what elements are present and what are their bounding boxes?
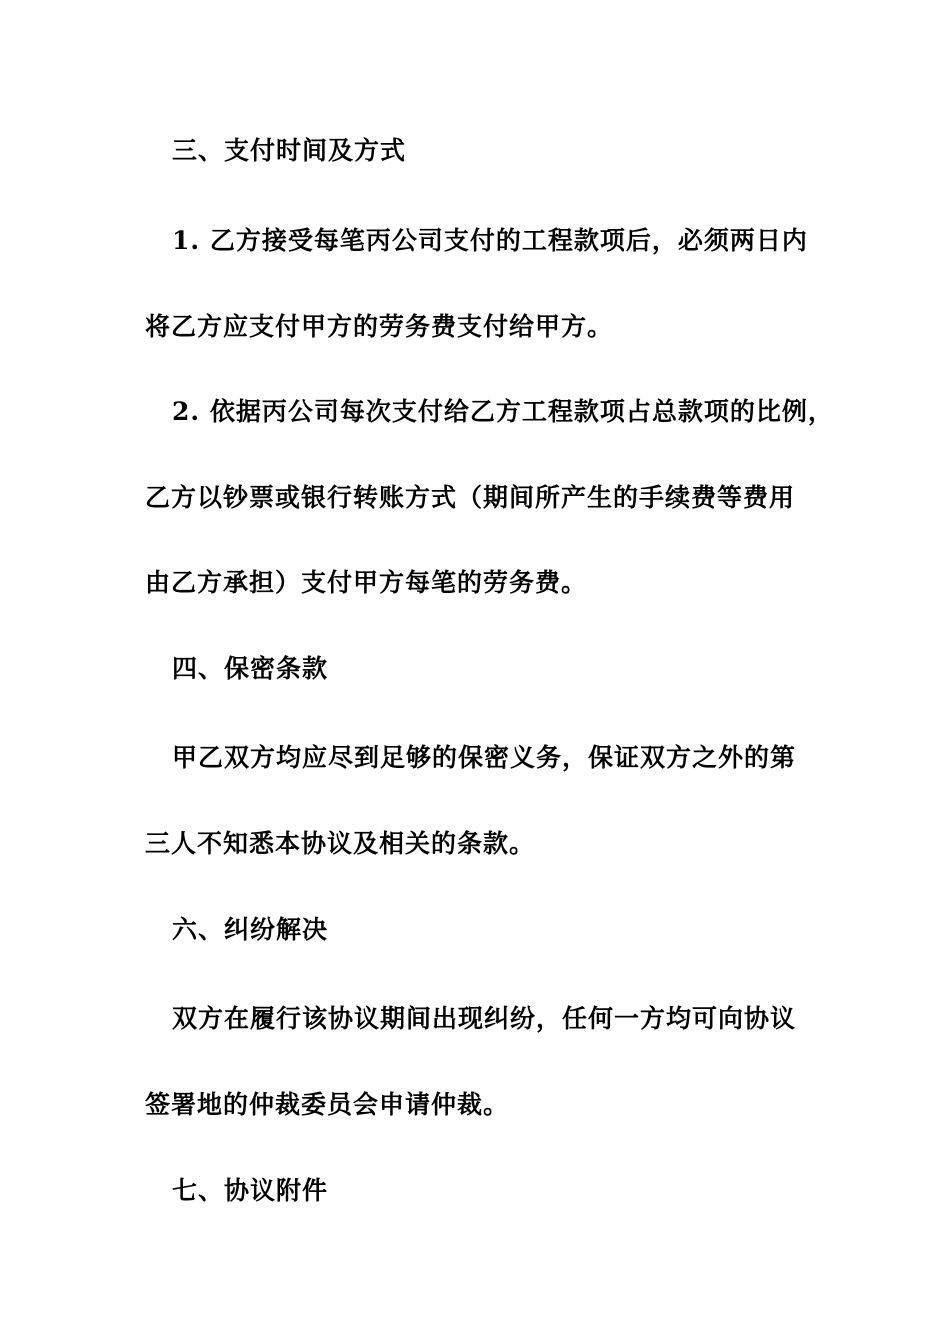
section-6-line-1: 双方在履行该协议期间出现纠纷，任何一方均可向协议 — [172, 1004, 797, 1033]
item-1-text: . 乙方接受每笔丙公司支付的工程款项后，必须两日内 — [190, 226, 808, 255]
section-3-item-1-line-2: 将乙方应支付甲方的劳务费支付给甲方。 — [145, 312, 614, 341]
section-4-line-2: 三人不知悉本协议及相关的条款。 — [145, 829, 536, 858]
section-3-heading: 三、支付时间及方式 — [172, 136, 407, 165]
section-7-heading: 七、协议附件 — [172, 1176, 329, 1205]
section-6-heading: 六、纠纷解决 — [172, 915, 329, 944]
section-4-heading: 四、保密条款 — [172, 654, 329, 683]
section-4-line-1: 甲乙双方均应尽到足够的保密义务，保证双方之外的第 — [172, 743, 797, 772]
item-2-number: 2 — [172, 397, 191, 426]
section-3-item-1-line-1 — [172, 226, 808, 256]
item-2-text: . 依据丙公司每次支付给乙方工程款项占总款项的比例， — [190, 397, 834, 426]
section-6-line-2: 签署地的仲裁委员会申请仲裁。 — [145, 1090, 510, 1119]
section-3-item-2-line-2: 乙方以钞票或银行转账方式（期间所产生的手续费等费用 — [145, 483, 796, 512]
section-3-item-2-line-3: 由乙方承担）支付甲方每笔的劳务费。 — [145, 568, 588, 597]
item-1-number: 1 — [172, 226, 191, 255]
section-3-item-2-line-1 — [172, 397, 834, 427]
